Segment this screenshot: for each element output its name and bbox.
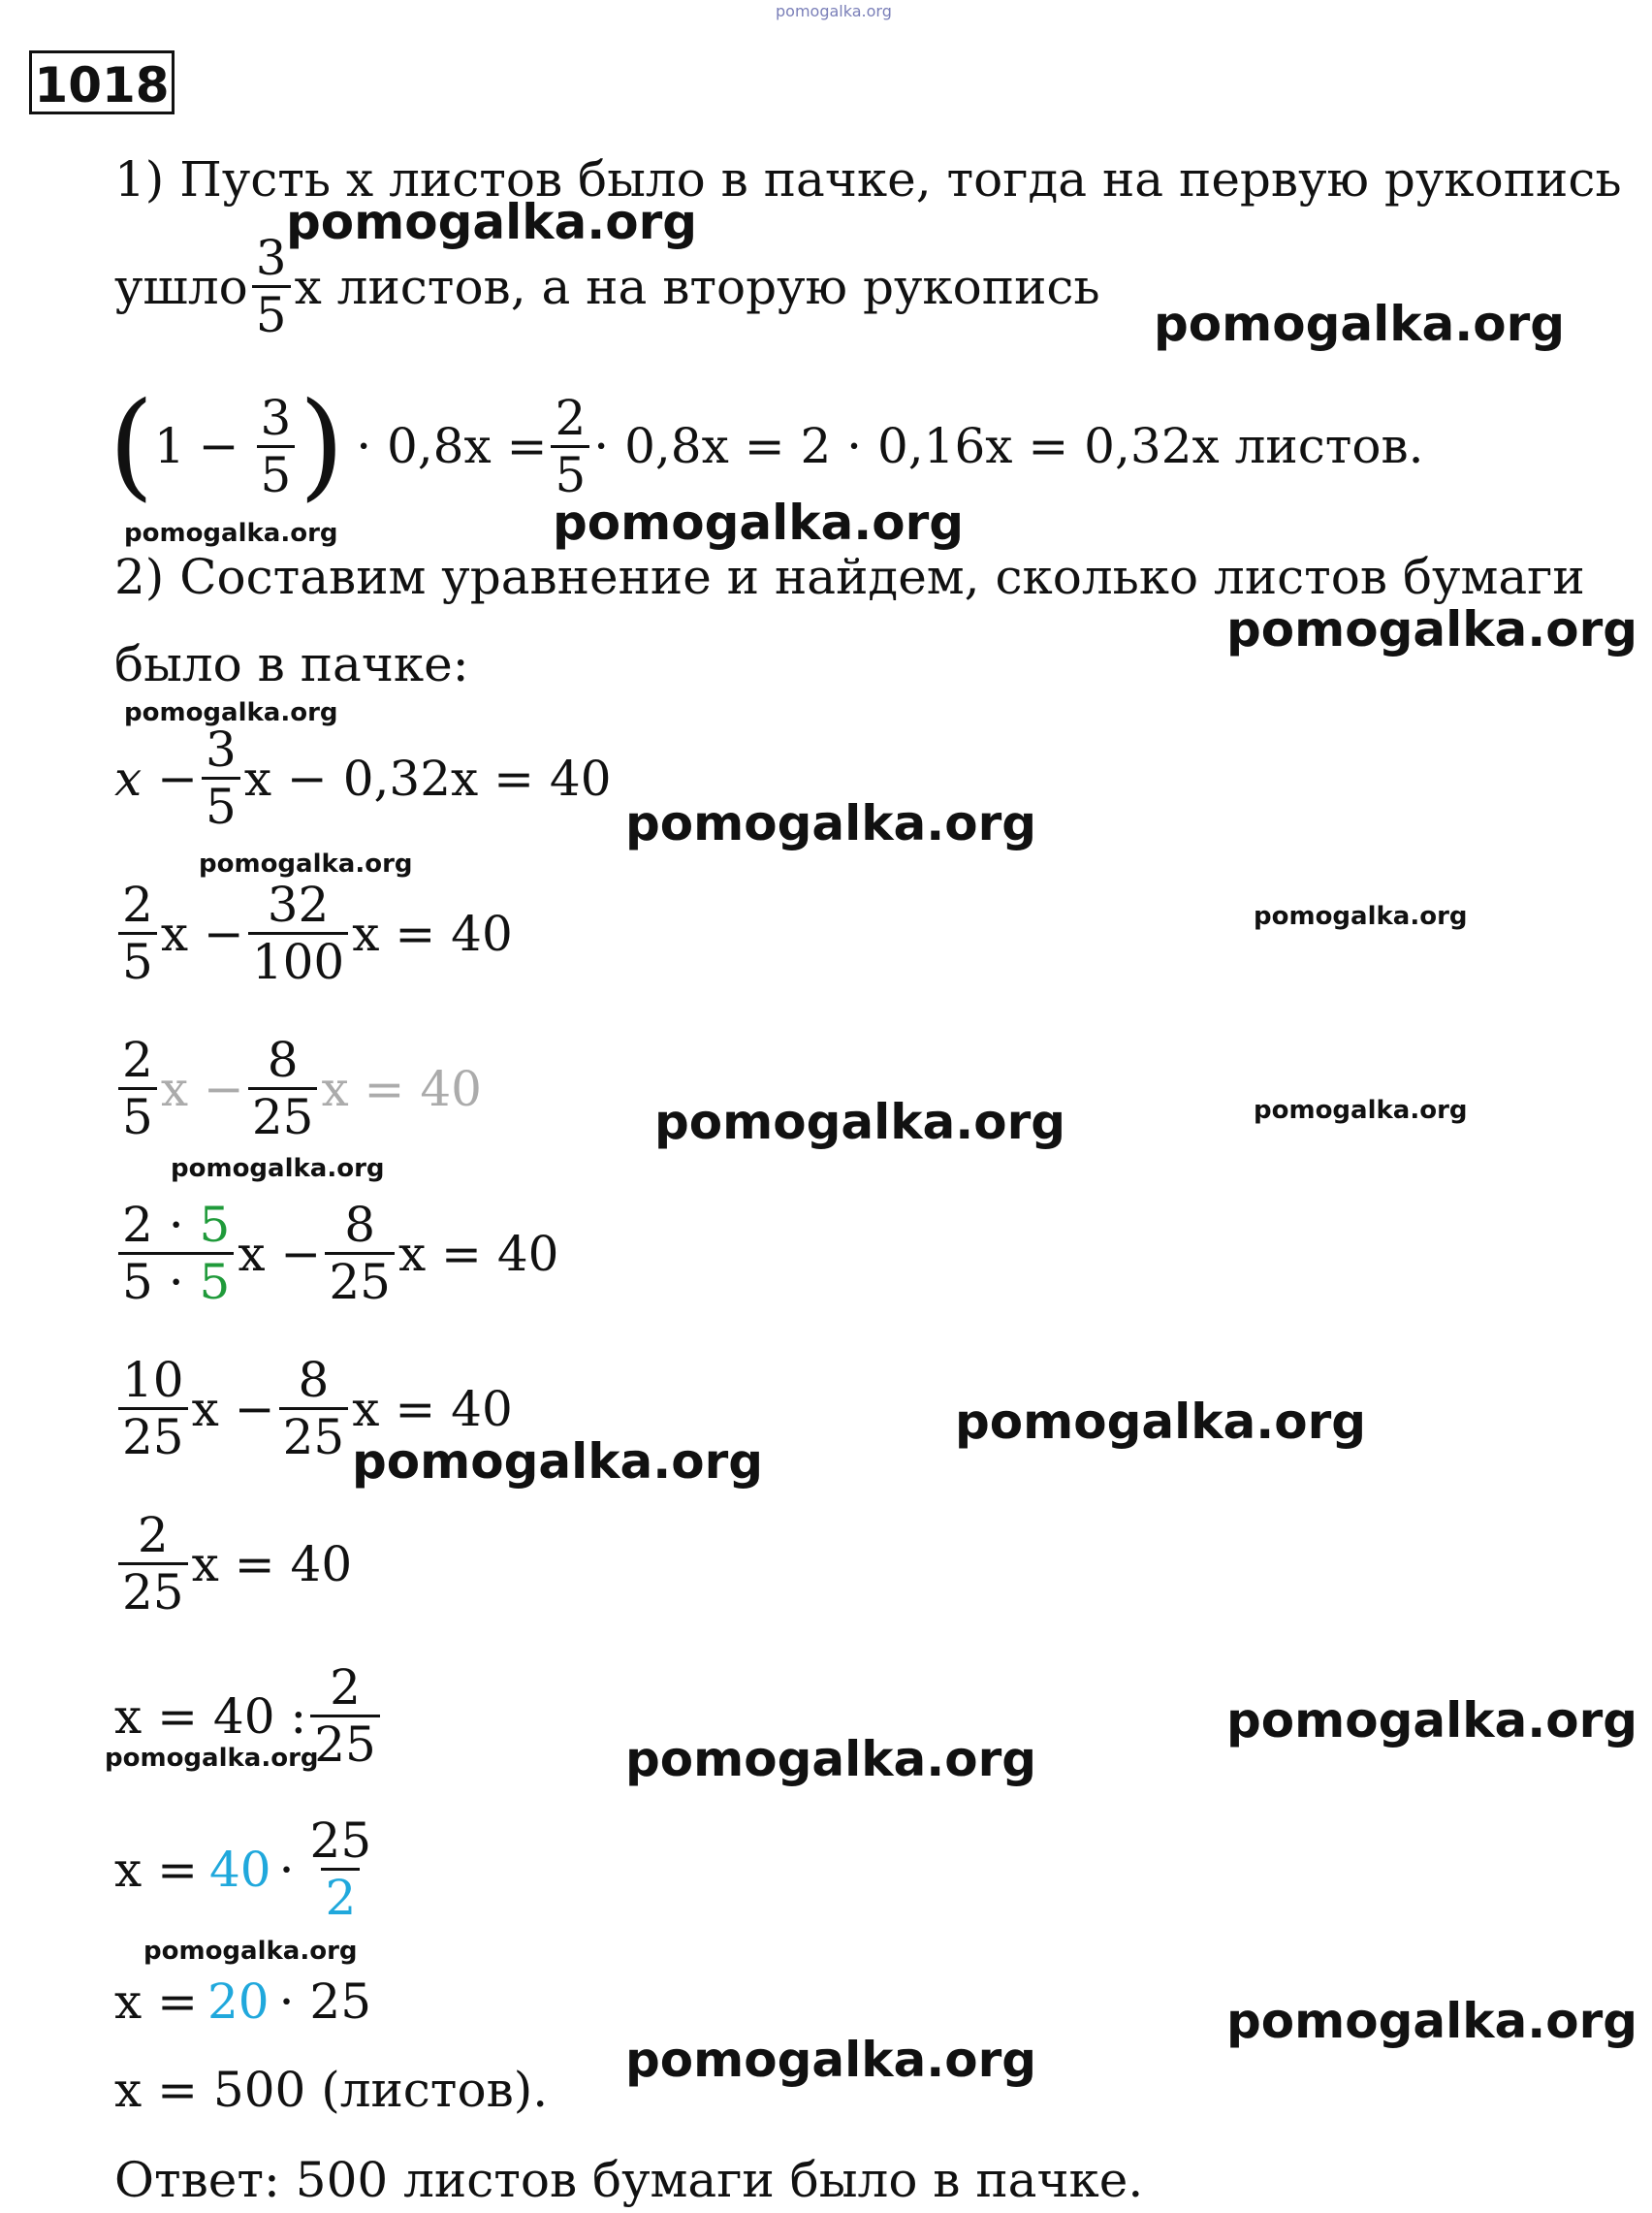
watermark: pomogalka.org [654,1094,1066,1150]
expr: x − [191,1380,275,1437]
numerator [118,1198,234,1252]
expr: x − [238,1225,322,1282]
fraction [325,1198,395,1309]
fraction [248,878,348,989]
numerator: 32 [267,877,330,933]
denominator: 5 [252,285,291,342]
fraction [551,391,589,502]
denominator: 5 [118,1087,157,1144]
problem-number: 1018 [29,50,175,114]
step1-line2-pre: ушло [114,258,248,315]
equation-6 [114,1508,352,1620]
watermark: pomogalka.org [124,698,338,727]
equation-2 [114,878,513,989]
fraction [279,1353,349,1464]
den-part: 5 · [122,1254,184,1310]
numerator: 8 [267,1032,299,1088]
denominator: 5 [118,932,157,989]
fraction [257,391,296,502]
watermark: pomogalka.org [1154,296,1566,352]
num-part: 2 · [122,1197,184,1253]
watermark: pomogalka.org [286,194,698,250]
step1-line2-post: x листов, а на вторую рукопись [294,258,1100,315]
equation-1 [114,722,612,834]
blue-number: 40 [209,1841,271,1898]
expr: x = 40 [191,1535,353,1592]
expr: x − [160,905,244,962]
watermark: pomogalka.org [171,1154,385,1183]
num-green: 5 [199,1197,231,1253]
watermark: pomogalka.org [1254,1096,1468,1125]
numerator: 2 [555,389,587,446]
expr: x = 40 [397,1225,559,1282]
denominator: 5 [202,777,240,834]
fraction [118,878,157,989]
answer: Ответ: 500 листов бумаги было в пачке. [114,2152,1144,2208]
denominator: 25 [248,1087,318,1144]
expr: x = 40 : [114,1687,307,1745]
fraction [248,1033,318,1144]
watermark: pomogalka.org [625,2032,1037,2088]
denominator: 25 [118,1407,188,1464]
denominator: 25 [279,1407,349,1464]
watermark: pomogalka.org [553,495,965,551]
numerator: 3 [260,389,292,446]
watermark: pomogalka.org [1226,601,1638,657]
denominator: 25 [310,1715,380,1772]
dot: · [278,1841,295,1898]
step2-line2: было в пачке: [114,636,469,692]
expr: x − [160,1060,244,1117]
numerator: 8 [344,1197,376,1253]
paren-open: ( [109,378,154,513]
denominator: 5 [257,445,296,502]
denominator: 5 [551,445,589,502]
numerator: 3 [255,230,287,286]
expr: x = 40 [352,905,513,962]
watermark: pomogalka.org [1226,1993,1638,2049]
numerator: 10 [122,1352,184,1408]
fraction [252,231,291,342]
numerator: 2 [330,1659,361,1716]
watermark: pomogalka.org [199,850,413,879]
watermark: pomogalka.org [124,519,338,548]
equation-3 [114,1033,482,1144]
denominator: 25 [325,1252,395,1309]
numerator: 25 [309,1812,372,1869]
expr: x = 40 [352,1380,513,1437]
numerator: 2 [122,1032,153,1088]
equation-8 [114,1813,379,1925]
end: · 0,8x = 2 · 0,16x = 0,32x листов. [593,418,1424,474]
watermark: pomogalka.org [1254,902,1468,931]
expr: x = 40 [321,1060,482,1117]
equation-10: x = 500 (листов). [114,2062,549,2118]
expr: x − [114,750,198,807]
numerator: 2 [137,1507,169,1563]
fraction [118,1508,188,1620]
expr: x = [114,1841,198,1898]
watermark: pomogalka.org [625,1731,1037,1787]
denominator: 100 [248,932,348,989]
watermark: pomogalka.org [105,1744,319,1773]
den-green: 5 [199,1254,231,1310]
expr: x = [114,1973,198,2030]
step1-line3 [109,378,1424,513]
fraction [118,1198,234,1309]
expr: x − 0,32x = 40 [243,750,612,807]
watermark: pomogalka.org [143,1937,358,1966]
numerator: 3 [206,722,237,778]
fraction [306,1813,376,1925]
header-watermark: pomogalka.org [776,2,892,20]
minus: − [198,418,239,474]
equation-9 [114,1973,371,2030]
denominator [118,1252,234,1309]
denominator: 25 [118,1562,188,1620]
paren-close: ) [299,378,345,513]
blue-number: 20 [207,1973,270,2030]
fraction [310,1660,380,1772]
expr: · 25 [278,1973,372,2030]
denominator: 2 [321,1868,360,1925]
mid: · 0,8x = [356,418,548,474]
watermark: pomogalka.org [1226,1692,1638,1748]
step2-line1: 2) Составим уравнение и найдем, сколько листов бумаги [114,549,1585,605]
fraction [202,722,240,834]
step1-line1: 1) Пусть x листов было в пачке, тогда на первую рукопись [114,151,1622,208]
numerator: 8 [298,1352,330,1408]
equation-4 [114,1198,558,1309]
one: 1 [153,418,185,474]
fraction [118,1033,157,1144]
watermark: pomogalka.org [955,1394,1367,1450]
watermark: pomogalka.org [625,795,1037,851]
fraction [118,1353,188,1464]
numerator: 2 [122,877,153,933]
watermark: pomogalka.org [352,1433,764,1490]
